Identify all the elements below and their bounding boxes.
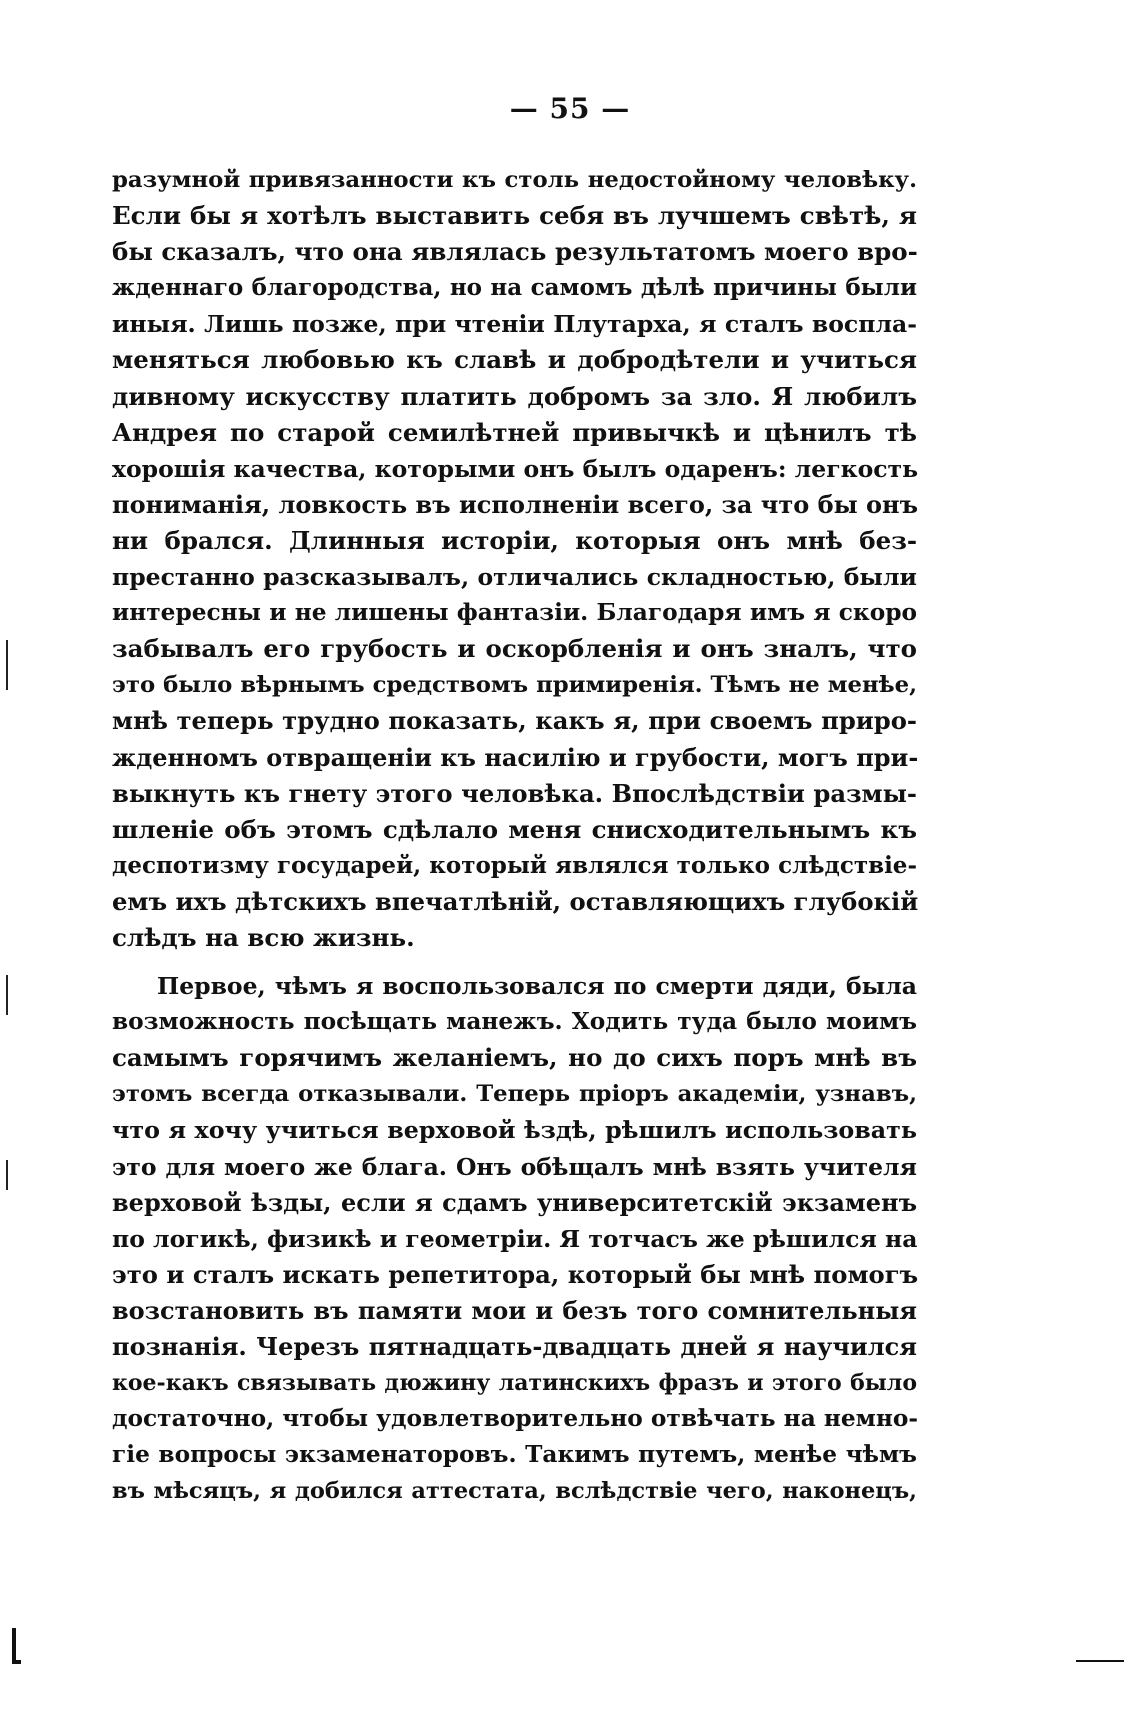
- text-line: забывалъ его грубость и оскорбленія и онъ зналъ, что: [112, 634, 917, 664]
- paragraph-1: [112, 162, 917, 956]
- text-line: шленіе объ этомъ сдѣлало меня снисходительнымъ къ: [112, 814, 917, 844]
- text-line: самымъ горячимъ желаніемъ, но до сихъ поръ мнѣ въ: [112, 1043, 917, 1073]
- text-line: интересны и не лишены фантазіи. Благодаря имъ я скоро: [112, 599, 917, 627]
- text-line: по логикѣ, физикѣ и геометріи. Я тотчасъ же рѣшился на: [112, 1224, 918, 1253]
- paragraph-2: [112, 968, 917, 1509]
- text-line: верховой ѣзды, если я сдамъ университетскій экзаменъ: [112, 1187, 917, 1217]
- text-line: этомъ всегда отказывали. Теперь пріоръ академіи, узнавъ,: [112, 1081, 917, 1108]
- page-number: — 55 —: [509, 92, 631, 125]
- text-line: меняться любовью къ славѣ и добродѣтели и учиться: [112, 345, 917, 375]
- text-line: это было вѣрнымъ средствомъ примиренія. Тѣмъ не менѣе,: [112, 672, 917, 699]
- text-line: слѣдъ на всю жизнь.: [112, 922, 415, 952]
- text-line: гіе вопросы экзаменаторовъ. Такимъ путемъ, менѣе чѣмъ: [112, 1441, 917, 1469]
- text-line: Если бы я хотѣлъ выставить себя въ лучшемъ свѣтѣ, я: [112, 201, 917, 231]
- scan-corner-mark-right: [1076, 1660, 1124, 1662]
- text-line: это для моего же блага. Онъ обѣщалъ мнѣ взять учителя: [112, 1152, 917, 1181]
- text-line: что я хочу учиться верховой ѣздѣ, рѣшилъ использовать: [112, 1116, 917, 1145]
- text-line: дивному искусству платить добромъ за зло. Я любилъ: [112, 381, 917, 411]
- text-line: пониманія, ловкость въ исполненіи всего, за что бы онъ: [112, 489, 918, 519]
- body-text: [112, 162, 917, 1509]
- text-line: мнѣ теперь трудно показать, какъ я, при своемъ приро-: [112, 706, 917, 736]
- text-line: выкнуть къ гнету этого человѣка. Впослѣдствіи размы-: [112, 778, 917, 808]
- text-line: деспотизму государей, который являлся только слѣдствіе-: [112, 851, 917, 879]
- scan-corner-mark-left: [12, 1628, 16, 1664]
- text-line: престанно разсказывалъ, отличались складностью, были: [112, 563, 917, 592]
- text-line: хорошія качества, которыми онъ былъ одаренъ: легкость: [112, 454, 919, 483]
- text-line: разумной привязанности къ столь недостойному человѣку.: [112, 167, 917, 193]
- text-line: Первое, чѣмъ я воспользовался по смерти дяди, была: [157, 972, 917, 1001]
- scan-edge-mark: [6, 1160, 8, 1190]
- text-line: кое-какъ связывать дюжину латинскихъ фразъ и этого было: [112, 1370, 917, 1397]
- text-line: ни брался. Длинныя исторіи, которыя онъ мнѣ без-: [112, 525, 917, 555]
- text-line: это и сталъ искать репетитора, который бы мнѣ помогъ: [112, 1259, 919, 1289]
- text-line: въ мѣсяцъ, я добился аттестата, вслѣдствіе чего, наконецъ,: [112, 1478, 917, 1505]
- text-line: емъ ихъ дѣтскихъ впечатлѣній, оставляющихъ глубокій: [112, 886, 919, 916]
- text-line: познанія. Черезъ пятнадцать-двадцать дней я научился: [112, 1332, 917, 1361]
- text-line: возможность посѣщать манежъ. Ходить туда было моимъ: [112, 1008, 917, 1036]
- text-line: жденномъ отвращеніи къ насилію и грубости, могъ при-: [112, 742, 919, 772]
- text-line: иныя. Лишь позже, при чтеніи Плутарха, я сталъ воспла-: [112, 310, 917, 339]
- text-line: жденнаго благородства, но на самомъ дѣлѣ причины были: [112, 274, 917, 302]
- paragraph-gap: [112, 956, 917, 968]
- text-line: Андрея по старой семилѣтней привычкѣ и цѣнилъ тѣ: [112, 417, 917, 447]
- scan-edge-mark: [6, 975, 8, 1015]
- text-line: достаточно, чтобы удовлетворительно отвѣчать на немно-: [112, 1405, 919, 1433]
- text-line: возстановить въ памяти мои и безъ того сомнительныя: [112, 1295, 917, 1325]
- text-line: бы сказалъ, что она являлась результатомъ моего вро-: [112, 237, 918, 267]
- scan-edge-mark: [6, 640, 8, 690]
